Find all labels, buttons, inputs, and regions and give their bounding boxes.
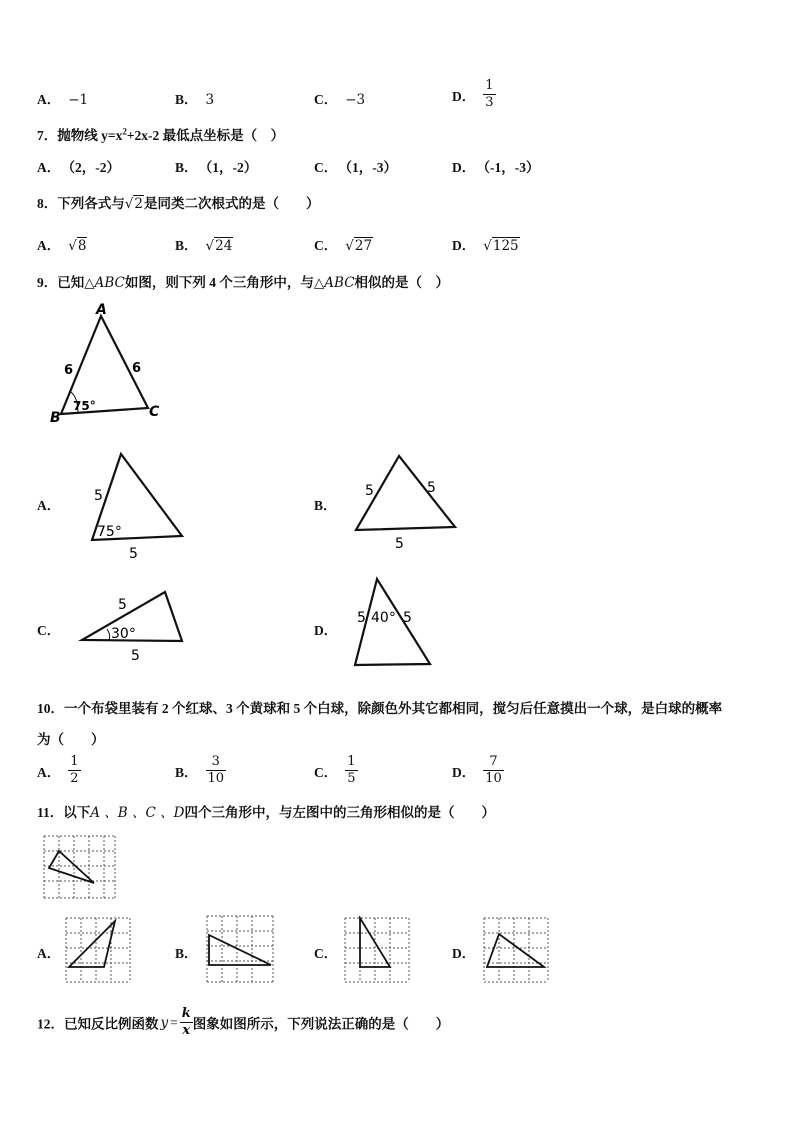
q9-option-c[interactable]: C． (37, 623, 61, 638)
q9-option-c-triangle (75, 588, 195, 668)
svg-text:5: 5 (427, 480, 436, 496)
q11-option-a-grid (64, 916, 132, 984)
svg-text:75°: 75° (97, 524, 122, 540)
q9-option-a-triangle (85, 448, 195, 563)
radical: √2 (124, 196, 143, 212)
q11-option-a[interactable]: A． (37, 946, 61, 961)
q9-stem: 9．已知△ABC如图，则下列 4 个三角形中，与△ABC相似的是（ ） (37, 275, 450, 291)
q7-stem: 7．抛物线 $y=x^2+2x-2$ 最低点坐标是（ ） (37, 126, 285, 143)
q11-reference-grid (42, 834, 117, 900)
q10-stem-line2: 为（ ） (37, 732, 105, 747)
q10-option-b[interactable]: B． $\frac{3}{10}$ (175, 754, 225, 786)
svg-text:5: 5 (94, 488, 103, 504)
q11-option-c[interactable]: C． (314, 946, 338, 961)
q9-option-a[interactable]: A． (37, 498, 61, 513)
q10-stem-line1: 10．一个布袋里装有 2 个红球、3 个黄球和 5 个白球，除颜色外其它都相同，搅匀后任意摸出一个球，是白球的概率 (37, 701, 723, 716)
q9-option-d[interactable]: D． (314, 623, 338, 638)
q7-option-a[interactable]: A． （2，-2） (37, 160, 120, 175)
vertex-c-label: C (149, 404, 160, 420)
svg-text:5: 5 (365, 483, 374, 499)
angle-b-label: 75° (73, 399, 96, 413)
triangle-abc-figure (48, 300, 178, 425)
svg-text:5: 5 (403, 610, 412, 626)
q8-option-b[interactable]: B． √24 (175, 238, 233, 254)
q8-option-a[interactable]: A． √8 (37, 238, 87, 254)
svg-text:5: 5 (118, 597, 127, 613)
q9-option-b[interactable]: B． (314, 498, 337, 513)
q11-option-c-grid (343, 916, 411, 984)
svg-text:5: 5 (131, 648, 140, 664)
reference-triangle (49, 851, 94, 883)
q10-option-d[interactable]: D． $\frac{7}{10}$ (452, 754, 502, 786)
q9-option-d-triangle (350, 574, 440, 674)
q11-option-b-grid (205, 914, 275, 984)
q10-option-c[interactable]: C． $\frac{1}{5}$ (314, 754, 356, 786)
q7-option-d[interactable]: D． （-1，-3） (452, 160, 540, 175)
svg-text:30°: 30° (111, 626, 136, 642)
q8-option-c[interactable]: C． √27 (314, 238, 373, 254)
q6-option-d[interactable]: D． $\frac{1}{3}$ (452, 78, 494, 110)
svg-text:5: 5 (395, 536, 404, 552)
q11-option-b[interactable]: B． (175, 946, 198, 961)
fraction: $\frac{k}{x}$ (181, 1006, 191, 1038)
q11-stem: 11．以下A 、B 、C 、D四个三角形中，与左图中的三角形相似的是（ ） (37, 805, 495, 821)
vertex-a-label: A (96, 302, 107, 318)
q8-stem: 8．下列各式与√2是同类二次根式的是（ ） (37, 196, 320, 212)
fraction: $\frac{1}{3}$ (485, 78, 494, 110)
q6-option-b[interactable]: B． 3 (175, 92, 215, 108)
svg-text:5: 5 (129, 546, 138, 562)
q10-option-a[interactable]: A． $\frac{1}{2}$ (37, 754, 79, 786)
side-ac-label: 6 (132, 361, 142, 376)
q11-option-d-grid (482, 916, 550, 984)
q6-option-a[interactable]: A． −1 (37, 92, 89, 108)
q9-option-b-triangle (350, 450, 465, 555)
svg-text:5: 5 (357, 610, 366, 626)
q6-option-c[interactable]: C． −3 (314, 92, 366, 108)
q8-option-d[interactable]: D． √125 (452, 238, 519, 254)
q12-stem: 12．已知反比例函数 y = $\frac{k}{x}$ 图象如图所示，下列说法正确的是（ ） (37, 1006, 450, 1038)
q7-option-b[interactable]: B． （1，-2） (175, 160, 258, 175)
side-ab-label: 6 (64, 363, 74, 378)
vertex-b-label: B (50, 410, 61, 425)
svg-text:40°: 40° (371, 610, 396, 626)
q7-option-c[interactable]: C． （1，-3） (314, 160, 397, 175)
q11-option-d[interactable]: D． (452, 946, 476, 961)
